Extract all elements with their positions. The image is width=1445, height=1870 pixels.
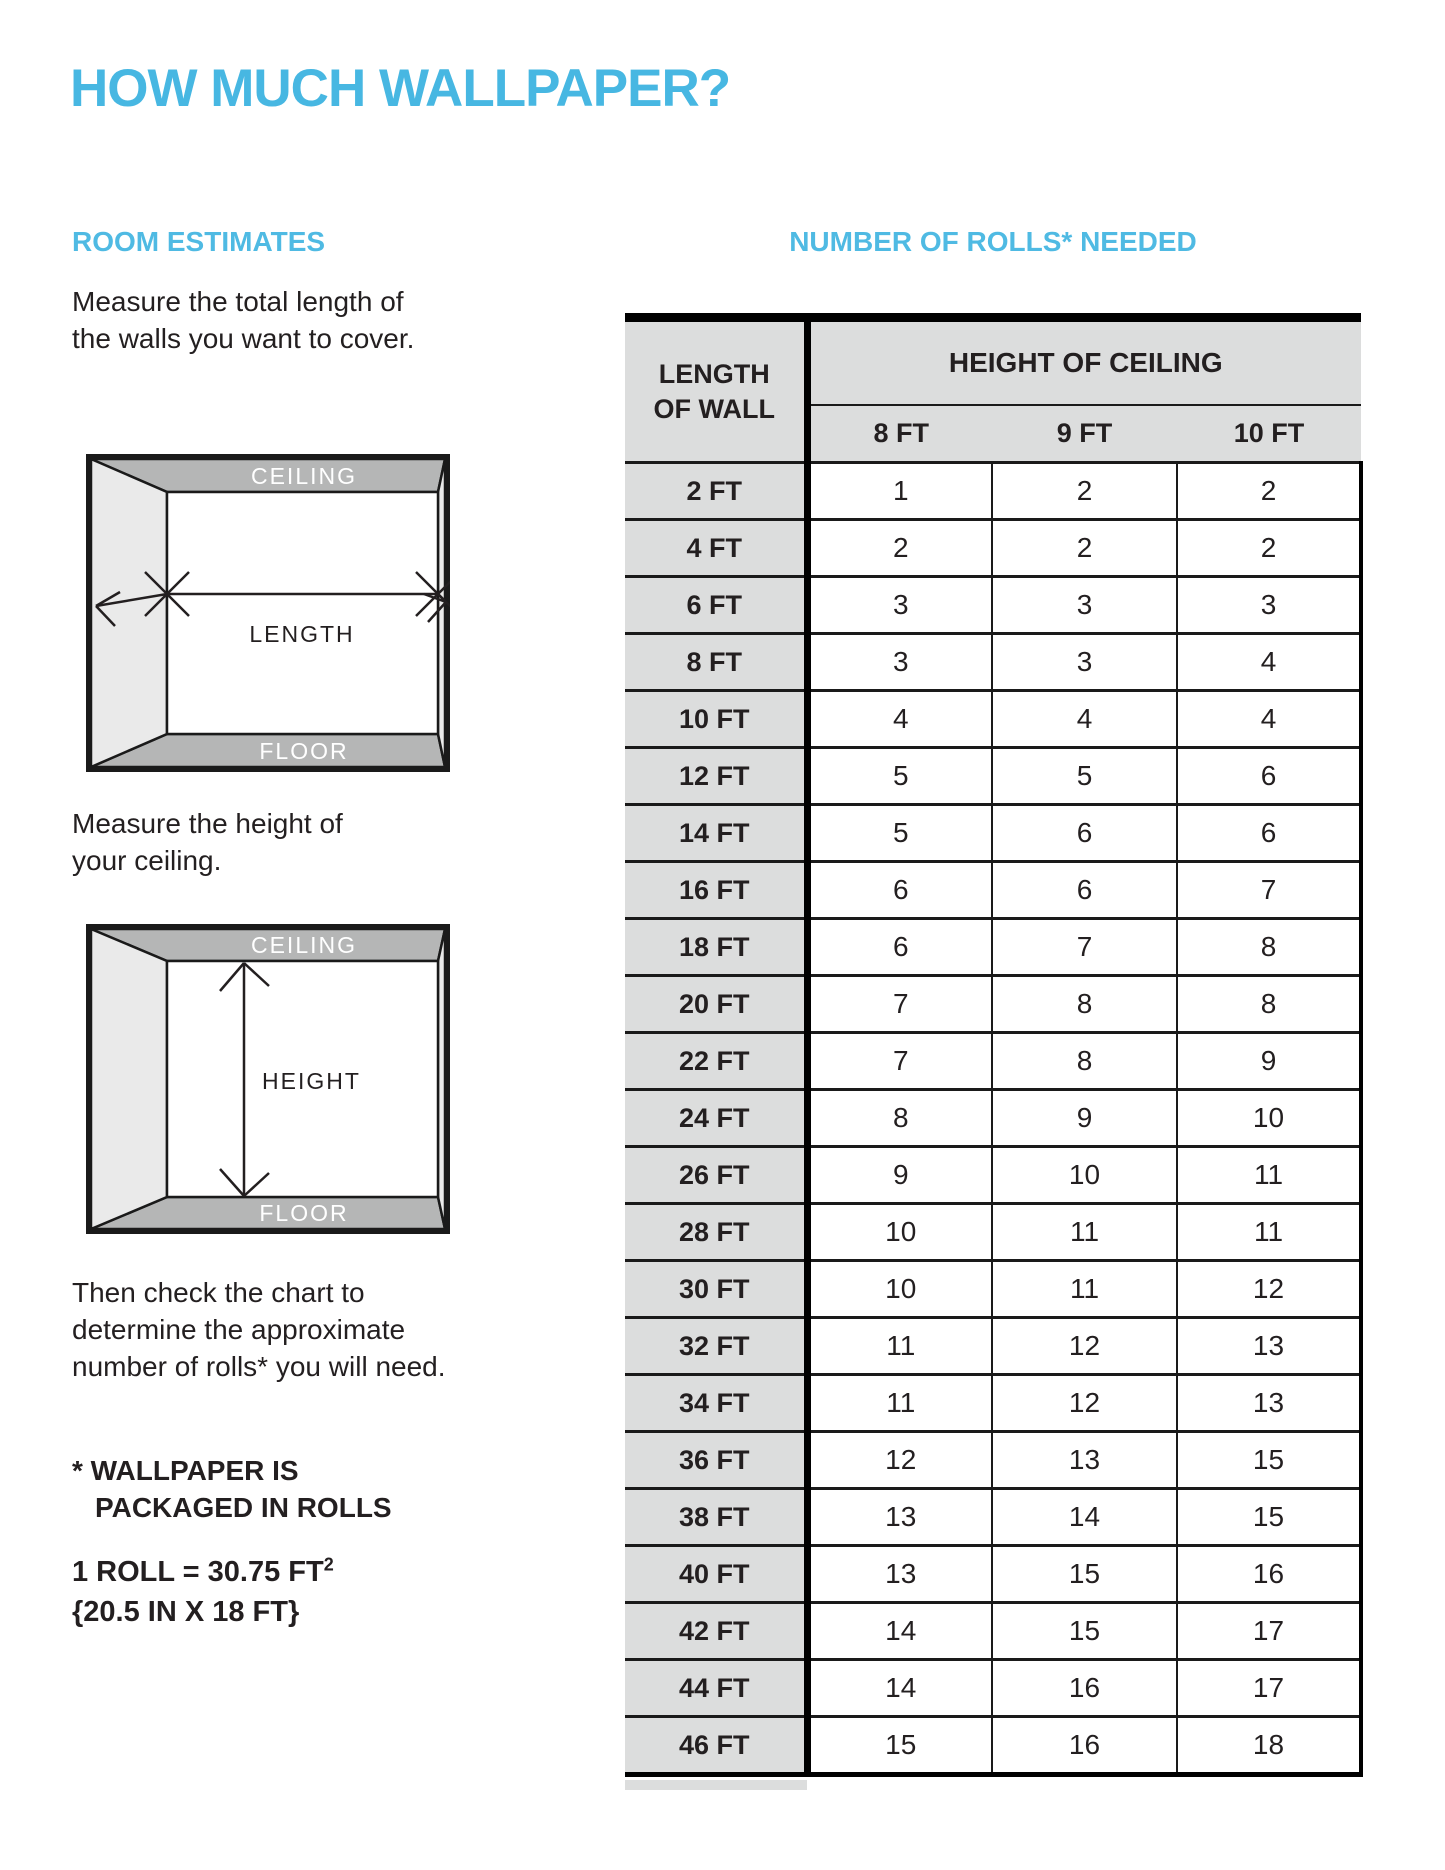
step3-line2: determine the approximate [72, 1314, 406, 1345]
rolls-count-cell: 2 [992, 520, 1177, 577]
group-header-row [625, 318, 1361, 406]
table-row [625, 520, 1361, 577]
table-row [625, 748, 1361, 805]
step1-line1: Measure the total length of [72, 286, 404, 317]
rolls-count-cell: 2 [1177, 463, 1361, 520]
rolls-count-cell: 7 [1177, 862, 1361, 919]
wall-length-cell: 14 FT [625, 805, 807, 862]
rolls-count-cell: 4 [1177, 634, 1361, 691]
rolls-count-cell: 8 [1177, 976, 1361, 1033]
table-row [625, 1432, 1361, 1489]
wall-length-cell: 36 FT [625, 1432, 807, 1489]
rolls-count-cell: 5 [807, 748, 992, 805]
footnote-line2: PACKAGED IN ROLLS [95, 1492, 392, 1523]
rolls-count-cell: 14 [807, 1660, 992, 1717]
ceiling-label: CEILING [250, 463, 358, 489]
roll-spec-superscript: 2 [323, 1554, 334, 1575]
rolls-count-cell: 16 [992, 1717, 1177, 1775]
wall-length-cell: 6 FT [625, 577, 807, 634]
wall-length-cell: 8 FT [625, 634, 807, 691]
rolls-count-cell: 8 [807, 1090, 992, 1147]
height-label: HEIGHT [262, 1068, 361, 1094]
rolls-count-cell: 8 [992, 1033, 1177, 1090]
table-gray-stub [625, 1780, 807, 1790]
rolls-count-cell: 13 [1177, 1318, 1361, 1375]
table-row [625, 463, 1361, 520]
length-label: LENGTH [249, 621, 355, 647]
rolls-count-cell: 10 [1177, 1090, 1361, 1147]
rolls-count-cell: 6 [992, 862, 1177, 919]
roll-spec [72, 1552, 334, 1632]
rolls-count-cell: 6 [1177, 805, 1361, 862]
corner-line2: OF WALL [653, 393, 775, 424]
table-row [625, 1090, 1361, 1147]
rolls-count-cell: 13 [807, 1489, 992, 1546]
rolls-count-cell: 3 [807, 577, 992, 634]
rolls-count-cell: 6 [1177, 748, 1361, 805]
wall-length-cell: 40 FT [625, 1546, 807, 1603]
rolls-count-cell: 5 [807, 805, 992, 862]
rolls-count-cell: 3 [992, 577, 1177, 634]
step2-line2: your ceiling. [72, 845, 222, 876]
table-row [625, 1660, 1361, 1717]
height-of-ceiling-header: HEIGHT OF CEILING [807, 318, 1361, 406]
rolls-count-cell: 2 [992, 463, 1177, 520]
table-row [625, 1375, 1361, 1432]
rolls-count-cell: 2 [807, 520, 992, 577]
rolls-count-cell: 3 [1177, 577, 1361, 634]
rolls-count-cell: 11 [807, 1318, 992, 1375]
room-estimates-heading: ROOM ESTIMATES [72, 226, 326, 257]
wallpaper-footnote [72, 1452, 392, 1526]
corner-line1: LENGTH [658, 358, 770, 389]
rolls-count-cell: 11 [1177, 1147, 1361, 1204]
wall-length-cell: 22 FT [625, 1033, 807, 1090]
table-row [625, 805, 1361, 862]
floor-label: FLOOR [259, 1200, 349, 1226]
rolls-count-cell: 15 [1177, 1432, 1361, 1489]
table-row [625, 634, 1361, 691]
step1-line2: the walls you want to cover. [72, 323, 415, 354]
rolls-count-cell: 12 [992, 1375, 1177, 1432]
wall-length-cell: 20 FT [625, 976, 807, 1033]
wall-length-cell: 2 FT [625, 463, 807, 520]
table-row [625, 1147, 1361, 1204]
table-row [625, 1033, 1361, 1090]
rolls-count-cell: 6 [807, 862, 992, 919]
ceiling-label: CEILING [250, 932, 358, 958]
rolls-count-cell: 18 [1177, 1717, 1361, 1775]
left-wall-panel [91, 929, 167, 1229]
wall-length-cell: 44 FT [625, 1660, 807, 1717]
rolls-count-cell: 7 [807, 976, 992, 1033]
table-row [625, 1204, 1361, 1261]
rolls-count-cell: 11 [992, 1204, 1177, 1261]
rolls-count-cell: 2 [1177, 520, 1361, 577]
rolls-count-cell: 9 [1177, 1033, 1361, 1090]
wall-length-cell: 32 FT [625, 1318, 807, 1375]
rolls-count-cell: 9 [992, 1090, 1177, 1147]
wall-length-cell: 16 FT [625, 862, 807, 919]
wall-length-cell: 28 FT [625, 1204, 807, 1261]
length-of-wall-header [625, 318, 807, 463]
table-row [625, 1546, 1361, 1603]
rolls-count-cell: 16 [992, 1660, 1177, 1717]
rolls-count-cell: 7 [807, 1033, 992, 1090]
rolls-count-cell: 4 [807, 691, 992, 748]
length-room-diagram [86, 454, 450, 772]
table-row [625, 1717, 1361, 1775]
rolls-needed-heading: NUMBER OF ROLLS* NEEDED [789, 226, 1197, 257]
step3-text [72, 1274, 446, 1385]
step2-text [72, 805, 343, 879]
step1-text [72, 283, 414, 357]
rolls-count-cell: 11 [992, 1261, 1177, 1318]
wall-length-cell: 38 FT [625, 1489, 807, 1546]
rolls-count-cell: 13 [1177, 1375, 1361, 1432]
wall-length-cell: 10 FT [625, 691, 807, 748]
step3-line1: Then check the chart to [72, 1277, 365, 1308]
wall-length-cell: 18 FT [625, 919, 807, 976]
table-row [625, 691, 1361, 748]
rolls-count-cell: 15 [992, 1546, 1177, 1603]
rolls-count-cell: 12 [807, 1432, 992, 1489]
table-row [625, 1318, 1361, 1375]
table-row [625, 862, 1361, 919]
rolls-count-cell: 13 [992, 1432, 1177, 1489]
wall-length-cell: 12 FT [625, 748, 807, 805]
col-header-9ft: 9 FT [992, 405, 1177, 463]
rolls-count-cell: 8 [1177, 919, 1361, 976]
wall-length-cell: 34 FT [625, 1375, 807, 1432]
rolls-count-cell: 4 [992, 691, 1177, 748]
wall-length-cell: 4 FT [625, 520, 807, 577]
back-wall-panel [167, 492, 438, 734]
wall-length-cell: 26 FT [625, 1147, 807, 1204]
rolls-count-cell: 16 [1177, 1546, 1361, 1603]
rolls-count-cell: 10 [807, 1261, 992, 1318]
rolls-count-cell: 11 [807, 1375, 992, 1432]
rolls-count-cell: 12 [992, 1318, 1177, 1375]
rolls-count-cell: 10 [992, 1147, 1177, 1204]
table-row [625, 919, 1361, 976]
rolls-count-cell: 4 [1177, 691, 1361, 748]
floor-label: FLOOR [259, 738, 349, 764]
rolls-count-cell: 7 [992, 919, 1177, 976]
wall-length-cell: 46 FT [625, 1717, 807, 1775]
roll-spec-size [72, 1552, 334, 1592]
rolls-count-cell: 6 [807, 919, 992, 976]
step3-line3: number of rolls* you will need. [72, 1351, 446, 1382]
rolls-count-cell: 6 [992, 805, 1177, 862]
rolls-count-cell: 10 [807, 1204, 992, 1261]
rolls-count-cell: 3 [807, 634, 992, 691]
rolls-table-body [625, 463, 1361, 1775]
rolls-count-cell: 14 [807, 1603, 992, 1660]
rolls-count-cell: 15 [1177, 1489, 1361, 1546]
rolls-count-cell: 1 [807, 463, 992, 520]
rolls-count-cell: 5 [992, 748, 1177, 805]
roll-spec-dimensions: {20.5 IN X 18 FT} [72, 1596, 300, 1628]
rolls-needed-table [625, 313, 1363, 1777]
table-row [625, 1489, 1361, 1546]
table-row [625, 1603, 1361, 1660]
wall-length-cell: 30 FT [625, 1261, 807, 1318]
rolls-count-cell: 15 [807, 1717, 992, 1775]
rolls-count-cell: 14 [992, 1489, 1177, 1546]
height-room-diagram [86, 924, 450, 1234]
rolls-count-cell: 13 [807, 1546, 992, 1603]
rolls-count-cell: 9 [807, 1147, 992, 1204]
col-header-8ft: 8 FT [807, 405, 992, 463]
page-title: HOW MUCH WALLPAPER? [70, 59, 731, 118]
rolls-count-cell: 11 [1177, 1204, 1361, 1261]
step2-line1: Measure the height of [72, 808, 343, 839]
wall-length-cell: 42 FT [625, 1603, 807, 1660]
table-row [625, 1261, 1361, 1318]
rolls-count-cell: 8 [992, 976, 1177, 1033]
rolls-count-cell: 12 [1177, 1261, 1361, 1318]
footnote-line1: * WALLPAPER IS [72, 1455, 299, 1486]
table-row [625, 577, 1361, 634]
rolls-count-cell: 17 [1177, 1603, 1361, 1660]
col-header-10ft: 10 FT [1177, 405, 1361, 463]
table-row [625, 976, 1361, 1033]
rolls-count-cell: 3 [992, 634, 1177, 691]
wall-length-cell: 24 FT [625, 1090, 807, 1147]
rolls-count-cell: 15 [992, 1603, 1177, 1660]
roll-spec-main: 1 ROLL = 30.75 FT [72, 1556, 324, 1588]
rolls-count-cell: 17 [1177, 1660, 1361, 1717]
